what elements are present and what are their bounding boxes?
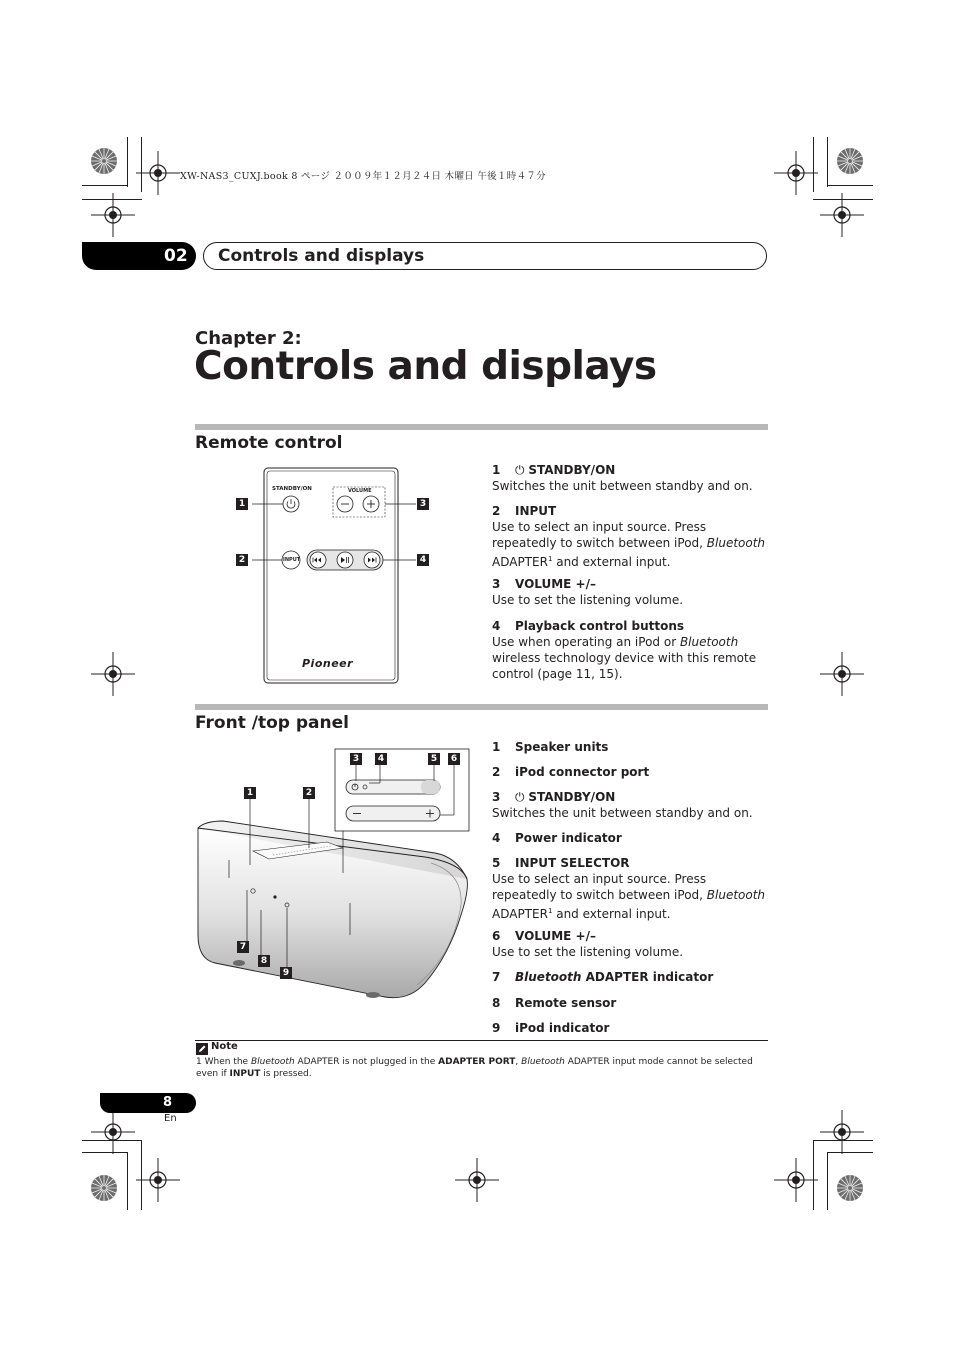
callout-badge: 2 xyxy=(236,554,248,566)
section-rule xyxy=(195,704,768,710)
panel-item-1: 1 Speaker units xyxy=(492,740,609,754)
callout-badge: 4 xyxy=(417,554,429,566)
callout-badge: 2 xyxy=(303,787,315,799)
registration-mark-icon xyxy=(136,151,180,195)
language-code: En xyxy=(164,1113,177,1124)
pioneer-logo: Pioneer xyxy=(302,657,354,670)
panel-item-4: 4 Power indicator xyxy=(492,831,622,845)
starburst-mark-icon xyxy=(836,1174,864,1202)
remote-input-label: INPUT xyxy=(283,557,301,563)
registration-mark-icon xyxy=(820,652,864,696)
chapter-name-bar: Controls and displays xyxy=(203,242,767,270)
callout-badge: 7 xyxy=(237,941,249,953)
registration-mark-icon xyxy=(774,1158,818,1202)
callout-badge: 6 xyxy=(448,753,460,765)
starburst-mark-icon xyxy=(90,1174,118,1202)
panel-item-7: 7 Bluetooth ADAPTER indicator xyxy=(492,970,714,984)
registration-mark-icon xyxy=(91,193,135,237)
chapter-title: Controls and displays xyxy=(194,344,657,389)
power-icon: ⏻ xyxy=(515,790,529,804)
note-label: Note xyxy=(211,1041,238,1052)
speaker-unit-diagram xyxy=(195,745,475,1007)
callout-badge: 1 xyxy=(236,498,248,510)
remote-item-1: 1 ⏻ STANDBY/ON Switches the unit between standby and on. xyxy=(492,463,753,493)
callout-badge: 3 xyxy=(417,498,429,510)
registration-mark-icon xyxy=(91,1110,135,1154)
registration-mark-icon xyxy=(774,151,818,195)
remote-standby-label: STANDBY/ON xyxy=(272,486,312,492)
remote-control-diagram xyxy=(234,466,434,686)
registration-mark-icon xyxy=(91,652,135,696)
callout-badge: 1 xyxy=(244,787,256,799)
panel-item-6: 6 VOLUME +/– Use to set the listening volume. xyxy=(492,929,684,959)
chapter-label: Chapter 2: xyxy=(195,328,302,349)
note-rule xyxy=(195,1040,768,1041)
panel-item-9: 9 iPod indicator xyxy=(492,1021,610,1035)
starburst-mark-icon xyxy=(836,147,864,175)
panel-item-2: 2 iPod connector port xyxy=(492,765,650,779)
registration-mark-icon xyxy=(820,193,864,237)
remote-volume-label: VOLUME xyxy=(348,488,372,494)
registration-mark-icon xyxy=(136,1158,180,1202)
remote-item-4: 4 Playback control buttons Use when operating an iPod or Bluetooth wireless technology device with this remote control (page 11, 15). xyxy=(492,619,757,681)
note-pencil-icon xyxy=(196,1043,208,1055)
remote-item-2: 2 INPUT Use to select an input source. Press repeatedly to switch between iPod, Bluetooth ADAPTER$^1$ and external input. xyxy=(492,504,766,569)
registration-mark-icon xyxy=(455,1158,499,1202)
section-rule xyxy=(195,424,768,430)
callout-badge: 3 xyxy=(350,753,362,765)
power-icon: ⏻ xyxy=(515,463,529,477)
panel-item-5: 5 INPUT SELECTOR Use to select an input source. Press repeatedly to switch between iPod, Bluetooth ADAPTER$^1$ and external input. xyxy=(492,856,766,921)
book-info-slug: XW-NAS3_CUXJ.book 8 ページ ２００９年１２月２４日 木曜日 午後１時４７分 xyxy=(180,171,546,182)
page-number: 8 xyxy=(100,1093,196,1113)
registration-mark-icon xyxy=(820,1110,864,1154)
callout-badge: 9 xyxy=(280,967,292,979)
remote-item-3: 3 VOLUME +/– Use to set the listening volume. xyxy=(492,577,684,607)
chapter-number-tab: 02 xyxy=(82,242,196,270)
footnote: 1 When the Bluetooth ADAPTER is not plugged in the ADAPTER PORT, Bluetooth ADAPTER input mode cannot be selected even if INPUT is pressed. xyxy=(196,1057,753,1079)
section-heading-front-panel: Front /top panel xyxy=(195,713,349,733)
callout-badge: 5 xyxy=(428,753,440,765)
callout-badge: 4 xyxy=(375,753,387,765)
panel-item-3: 3 ⏻ STANDBY/ON Switches the unit between standby and on. xyxy=(492,790,753,820)
callout-badge: 8 xyxy=(258,955,270,967)
panel-item-8: 8 Remote sensor xyxy=(492,996,617,1010)
section-heading-remote-control: Remote control xyxy=(195,433,343,453)
starburst-mark-icon xyxy=(90,147,118,175)
